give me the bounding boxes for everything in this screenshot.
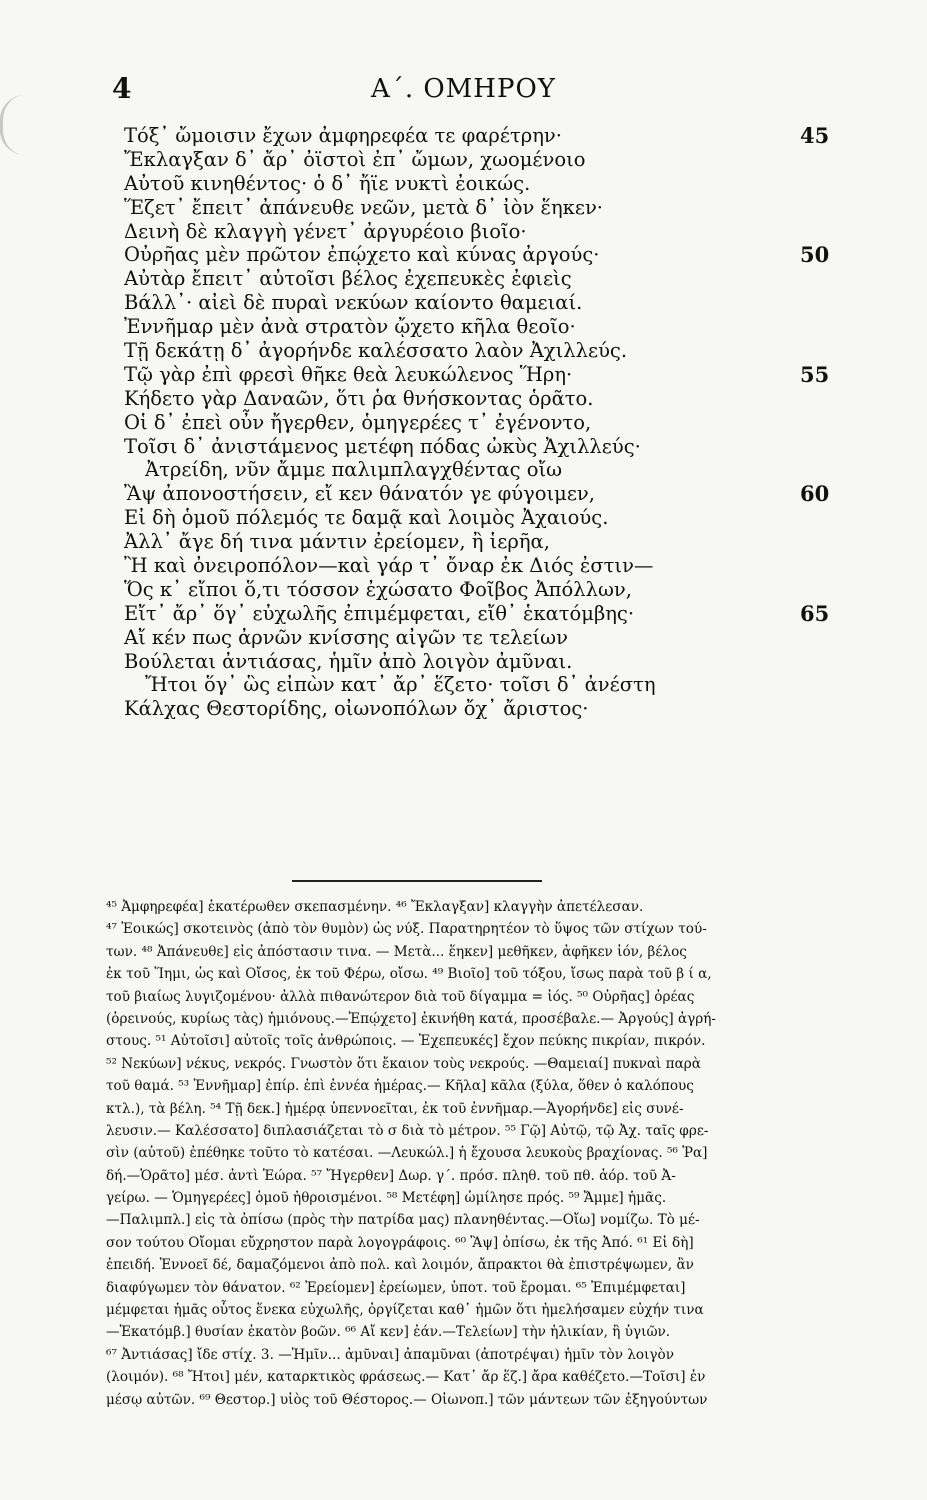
verse-text: Τῷ γὰρ ἐπὶ φρεσὶ θῆκε θεὰ λευκώλενος Ἥρη·	[124, 362, 573, 386]
verse-text: Ἔκλαγξαν δ᾽ ἄρ᾽ ὀϊστοὶ ἐπ᾽ ὤμων, χωομένοιο	[124, 147, 586, 171]
verse-line	[0, 315, 927, 339]
verse-text: Οὐρῆας μὲν πρῶτον ἐπῴχετο καὶ κύνας ἀργούς·	[124, 243, 600, 267]
footnote-line: σὶν (αὐτοῦ) ἐπέθηκε τοῦτο τὸ κατέσαι. —Λευκώλ.] ἡ ἔχουσα λευκοὺς βραχίονας. ⁵⁶ Ῥα]	[106, 1145, 708, 1162]
verse-line	[0, 243, 927, 267]
verse-text: Κάλχας Θεστορίδης, οἰωνοπόλων ὄχ᾽ ἄριστος·	[124, 697, 589, 721]
footnote-line: μέμφεται ἡμᾶς οὗτος ἕνεκα εὐχωλῆς, ὀργίζεται καθ᾽ ἡμῶν ὅτι ἠμελήσαμεν εὐχήν τινα	[106, 1302, 704, 1319]
footnote-line: των. ⁴⁸ Ἀπάνευθε] εἰς ἀπόστασιν τινα. — Μετὰ... ἕηκεν] μεθῆκεν, ἀφῆκεν ἰόν, βέλος	[106, 943, 687, 960]
footnote-line: δή.—Ὁρᾶτο] μέσ. ἀντὶ Ἑώρα. ⁵⁷ Ἤγερθεν] Δωρ. γ΄. πρόσ. πληθ. τοῦ πθ. ἀόρ. τοῦ Ἀ-	[106, 1167, 676, 1184]
footnote-line: μέσῳ αὐτῶν. ⁶⁹ Θεστορ.] υἱὸς τοῦ Θέστορος.— Οἰωνοπ.] τῶν μάντεων τῶν ἐξηγούντων	[106, 1391, 708, 1408]
footnote-line: τοῦ θαμά. ⁵³ Ἐννῆμαρ] ἐπίρ. ἐπὶ ἐννέα ἡμέρας.— Κῆλα] κᾶλα (ξύλα, ὅθεν ὁ καλόπους	[106, 1078, 694, 1095]
verse-text: Ἕζετ᾽ ἔπειτ᾽ ἀπάνευθε νεῶν, μετὰ δ᾽ ἰὸν ἕηκεν·	[124, 195, 604, 219]
verse-line	[0, 554, 927, 578]
footnote-line: (ὀρεινούς, κυρίως τὰς) ἡμιόνους.—Ἐπῴχετο] ἐκινήθη κατά, προσέβαλε.— Ἀργούς] ἀγρή-	[106, 1010, 717, 1027]
footnote-rule	[292, 880, 542, 882]
running-title: Α΄. ΟΜΗΡΟΥ	[371, 74, 556, 104]
verse-line	[0, 506, 927, 530]
verse-line	[0, 291, 927, 315]
footnote-line: (λοιμόν). ⁶⁸ Ἤτοι] μέν, καταρκτικὸς φράσεως.— Κατ᾽ ἄρ ἕζ.] ἄρα καθέζετο.—Τοῖσι] ἐν	[106, 1369, 706, 1386]
verse-line	[0, 411, 927, 435]
verse-text: Εἴτ᾽ ἄρ᾽ ὅγ᾽ εὐχωλῆς ἐπιμέμφεται, εἴθ᾽ ἑκατόμβης·	[124, 601, 635, 625]
verse-text: Αὐτὰρ ἔπειτ᾽ αὐτοῖσι βέλος ἐχεπευκὲς ἐφιεὶς	[124, 267, 572, 291]
verse-text: Ὅς κ᾽ εἴποι ὅ,τι τόσσον ἐχώσατο Φοῖβος Ἀπόλλων,	[124, 577, 632, 601]
footnote-line: ἐκ τοῦ Ἵημι, ὡς καὶ Οἴσος, ἐκ τοῦ Φέρω, οἴσω. ⁴⁹ Βιοῖο] τοῦ τόξου, ἴσως παρὰ τοῦ β ί α,	[106, 966, 712, 983]
verse-text: Αἴ κέν πως ἀρνῶν κνίσσης αἰγῶν τε τελείων	[124, 625, 568, 649]
page-header	[0, 72, 927, 112]
verse-line	[0, 650, 927, 674]
verse-line	[0, 172, 927, 196]
verse-text: Ἀλλ᾽ ἄγε δή τινα μάντιν ἐρείομεν, ἢ ἱερῆα,	[124, 530, 550, 554]
verse-line	[0, 602, 927, 626]
verse-number: 65	[800, 600, 830, 626]
footnote-line: ⁶⁷ Ἀντιάσας] ἴδε στίχ. 3. —Ἡμῖν... ἀμῦναι] ἀπαμῦναι (ἀποτρέψαι) ἡμῖν τὸν λοιγὸν	[106, 1346, 674, 1363]
verse-text: Κήδετο γὰρ Δαναῶν, ὅτι ῥα θνήσκοντας ὁρᾶτο.	[124, 386, 594, 410]
verse-number: 45	[800, 123, 830, 148]
verse-line	[0, 578, 927, 602]
verse-number: 55	[800, 361, 830, 387]
footnote-line: ⁴⁷ Ἐοικώς] σκοτεινὸς (ἀπὸ τὸν θυμὸν) ὡς νύξ. Παρατηρητέον τὸ ὕψος τῶν στίχων τού-	[106, 921, 707, 938]
footnotes-block	[106, 896, 818, 1411]
verse-text: Ἀτρείδη, νῦν ἄμμε παλιμπλαγχθέντας οἴω	[145, 458, 563, 482]
verse-line	[0, 697, 927, 721]
footnote-line: ⁵² Νεκύων] νέκυς, νεκρός. Γνωστὸν ὅτι ἔκαιον τοὺς νεκρούς. —Θαμειαί] πυκναὶ παρὰ	[106, 1055, 701, 1072]
verse-line	[0, 148, 927, 172]
verse-text: Αὐτοῦ κινηθέντος· ὁ δ᾽ ἤϊε νυκτὶ ἐοικώς.	[124, 171, 531, 195]
verse-line	[0, 626, 927, 650]
verse-text: Δεινὴ δὲ κλαγγὴ γένετ᾽ ἀργυρέοιο βιοῖο·	[124, 219, 527, 243]
footnote-line: ⁴⁵ Ἀμφηρεφέα] ἑκατέρωθεν σκεπασμένην. ⁴⁶ Ἔκλαγξαν] κλαγγὴν ἀπετέλεσαν.	[106, 899, 644, 915]
verse-line	[0, 673, 927, 697]
verse-line	[0, 482, 927, 506]
verse-text: Εἰ δὴ ὁμοῦ πόλεμός τε δαμᾷ καὶ λοιμὸς Ἀχαιούς.	[124, 506, 609, 530]
verse-line	[0, 530, 927, 554]
verse-line	[0, 220, 927, 244]
verse-text: Βούλεται ἀντιάσας, ἡμῖν ἀπὸ λοιγὸν ἀμῦναι.	[124, 649, 573, 673]
verse-text: Ἐννῆμαρ μὲν ἀνὰ στρατὸν ᾤχετο κῆλα θεοῖο·	[124, 315, 576, 339]
verse-text: Ἢ καὶ ὀνειροπόλον—καὶ γάρ τ᾽ ὄναρ ἐκ Διός ἐστιν—	[124, 554, 654, 578]
verse-line	[0, 267, 927, 291]
verse-text: Ἂψ ἀπονοστήσειν, εἴ κεν θάνατόν γε φύγοιμεν,	[124, 482, 595, 506]
verse-line	[0, 363, 927, 387]
footnote-line: κτλ.), τὰ βέλη. ⁵⁴ Τῇ δεκ.] ἡμέρᾳ ὑπεννοεῖται, ἐκ τοῦ ἐννῆμαρ.—Ἀγορήνδε] εἰς συνέ-	[106, 1100, 684, 1117]
footnote-line: στους. ⁵¹ Αὐτοῖσι] αὐτοῖς τοῖς ἀνθρώποις. — Ἐχεπευκές] ἔχον πεύκης πικρίαν, πικρόν.	[106, 1033, 706, 1050]
footnote-line: γείρω. — Ὁμηγερέες] ὁμοῦ ἠθροισμένοι. ⁵⁸ Μετέφη] ὡμίλησε πρός. ⁵⁹ Ἄμμε] ἡμᾶς.	[106, 1190, 667, 1207]
footnote-line: τοῦ βιαίως λυγιζομένου· ἀλλὰ πιθανώτερον διὰ τοῦ δίγαμμα = ἰός. ⁵⁰ Οὐρῆας] ὀρέας	[106, 988, 695, 1005]
footnote-line: διαφύγωμεν τὸν θάνατον. ⁶² Ἐρείομεν] ἐρείωμεν, ὑποτ. τοῦ ἔρομαι. ⁶⁵ Ἐπιμέμφεται]	[106, 1279, 686, 1296]
verse-line	[0, 124, 927, 148]
footnote-line: σον τούτου Οἴομαι εὔχρηστον παρὰ λογογράφοις. ⁶⁰ Ἂψ] ὀπίσω, ἐκ τῆς Ἀπό. ⁶¹ Εἰ δὴ]	[106, 1234, 694, 1251]
verse-line	[0, 387, 927, 411]
footnote-line: —Παλιμπλ.] εἰς τὰ ὀπίσω (πρὸς τὴν πατρίδα μας) πλανηθέντας.—Οἴω] νομίζω. Τὸ μέ-	[106, 1212, 700, 1229]
verse-line	[0, 196, 927, 220]
verse-line	[0, 435, 927, 459]
verse-text: Ἤτοι ὅγ᾽ ὣς εἰπὼν κατ᾽ ἄρ᾽ ἕζετο· τοῖσι δ᾽ ἀνέστη	[145, 673, 656, 697]
verse-text: Βάλλ᾽· αἰεὶ δὲ πυραὶ νεκύων καίοντο θαμειαί.	[124, 291, 583, 315]
footnote-line: λευσιν.— Καλέσσατο] διπλασιάζεται τὸ σ διὰ τὸ μέτρον. ⁵⁵ Γῷ] Αὐτῷ, τῷ Ἀχ. ταῖς φρε-	[106, 1122, 709, 1139]
verse-text: Τόξ᾽ ὤμοισιν ἔχων ἀμφηρεφέα τε φαρέτρην·	[124, 124, 562, 147]
page-number: 4	[112, 72, 132, 105]
verse-block	[0, 124, 927, 721]
verse-text: Οἱ δ᾽ ἐπεὶ οὖν ἤγερθεν, ὁμηγερέες τ᾽ ἐγένοντο,	[124, 410, 592, 434]
footnote-line: ἐπειδή. Ἐννοεῖ δέ, δαμαζόμενοι ἀπὸ πολ. καὶ λοιμόν, ἄπρακτοι θὰ ἐπιστρέψωμεν, ἂν	[106, 1257, 694, 1274]
verse-number: 60	[800, 481, 830, 507]
verse-text: Τῇ δεκάτῃ δ᾽ ἀγορήνδε καλέσσατο λαὸν Ἀχιλλεύς.	[124, 339, 628, 363]
footnote-line: —Ἑκατόμβ.] θυσίαν ἑκατὸν βοῶν. ⁶⁶ Αἴ κεν] ἐάν.—Τελείων] τὴν ἡλικίαν, ἢ ὑγιῶν.	[106, 1324, 671, 1341]
verse-number: 50	[800, 242, 830, 268]
verse-line	[0, 339, 927, 363]
verse-text: Τοῖσι δ᾽ ἀνιστάμενος μετέφη πόδας ὠκὺς Ἀχιλλεύς·	[124, 434, 641, 458]
verse-line	[0, 458, 927, 482]
